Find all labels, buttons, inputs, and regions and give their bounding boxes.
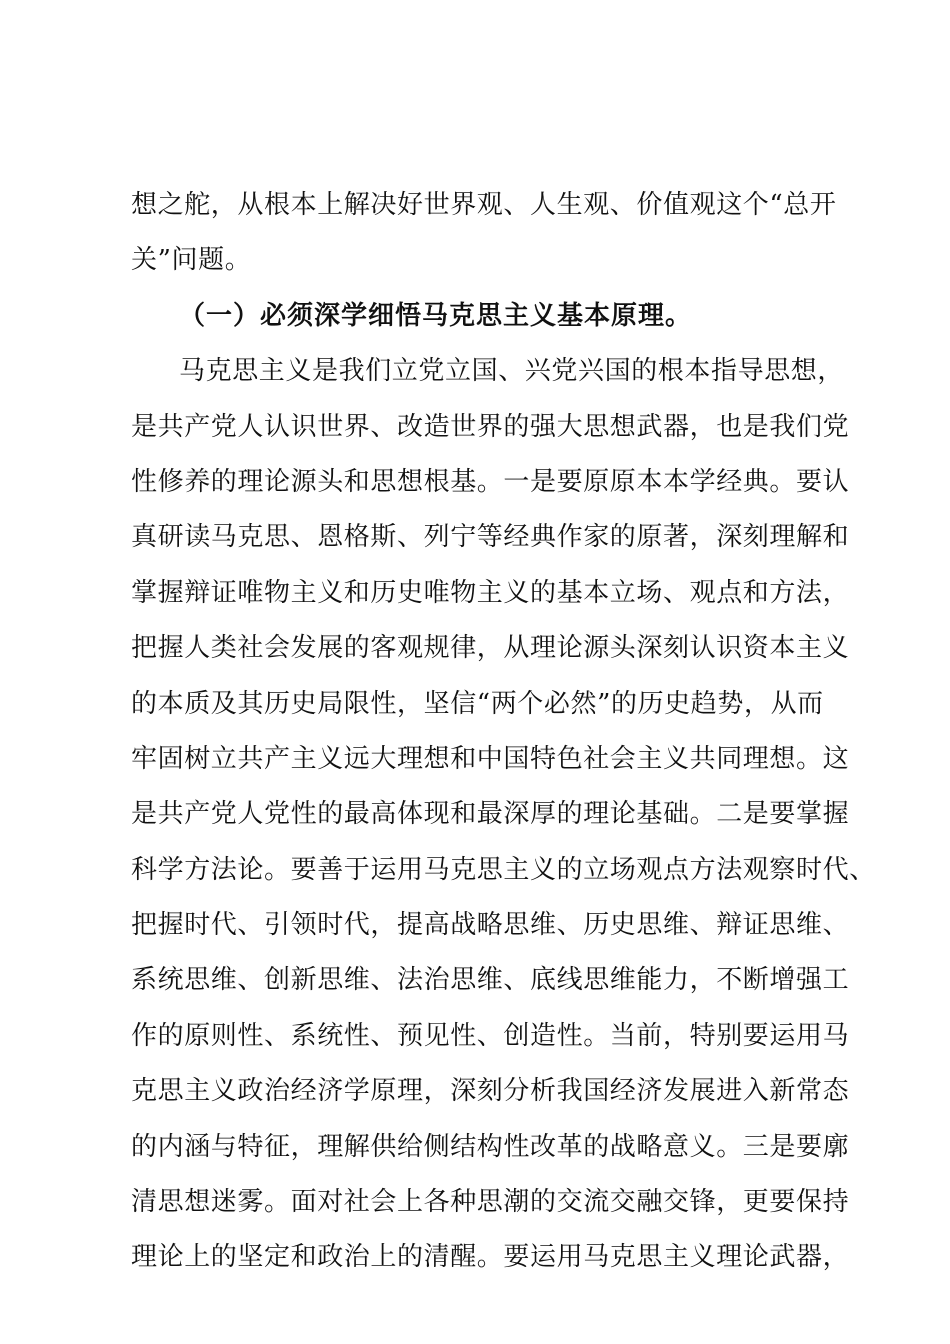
text-line: 牢固树立共产主义远大理想和中国特色社会主义共同理想。这: [131, 743, 850, 774]
text-line: 的内涵与特征，理解供给侧结构性改革的战略意义。三是要廓: [131, 1131, 850, 1162]
text-line: 是共产党人党性的最高体现和最深厚的理论基础。二是要掌握: [131, 799, 850, 830]
text-line: 掌握辩证唯物主义和历史唯物主义的基本立场、观点和方法，: [131, 577, 850, 608]
paragraph-first-line: 马克思主义是我们立党立国、兴党兴国的根本指导思想，: [179, 356, 845, 387]
text-line: 科学方法论。要善于运用马克思主义的立场观点方法观察时代、: [131, 854, 876, 885]
text-line: 想之舵，从根本上解决好世界观、人生观、价值观这个“总开: [131, 190, 837, 220]
text-line: 清思想迷雾。面对社会上各种思潮的交流交融交锋，更要保持: [131, 1187, 850, 1218]
text-line: 真研读马克思、恩格斯、列宁等经典作家的原著，深刻理解和: [131, 522, 850, 553]
text-line: 系统思维、创新思维、法治思维、底线思维能力，不断增强工: [131, 965, 850, 996]
body-text: [131, 178, 876, 1286]
section-heading: （一）必须深学细悟马克思主义基本原理。: [179, 300, 693, 331]
text-line: 作的原则性、系统性、预见性、创造性。当前，特别要运用马: [131, 1020, 850, 1051]
text-line: 克思主义政治经济学原理，深刻分析我国经济发展进入新常态: [131, 1076, 850, 1107]
text-line: 的本质及其历史局限性，坚信“两个必然”的历史趋势，从而: [131, 688, 824, 719]
text-line: 是共产党人认识世界、改造世界的强大思想武器，也是我们党: [131, 411, 850, 442]
text-line: 把握时代、引领时代，提高战略思维、历史思维、辩证思维、: [131, 910, 850, 941]
text-line: 关”问题。: [131, 245, 252, 276]
text-line: 把握人类社会发展的客观规律，从理论源头深刻认识资本主义: [131, 633, 850, 664]
text-line: 理论上的坚定和政治上的清醒。要运用马克思主义理论武器，: [131, 1242, 850, 1273]
text-line: 性修养的理论源头和思想根基。一是要原原本本学经典。要认: [131, 466, 850, 497]
